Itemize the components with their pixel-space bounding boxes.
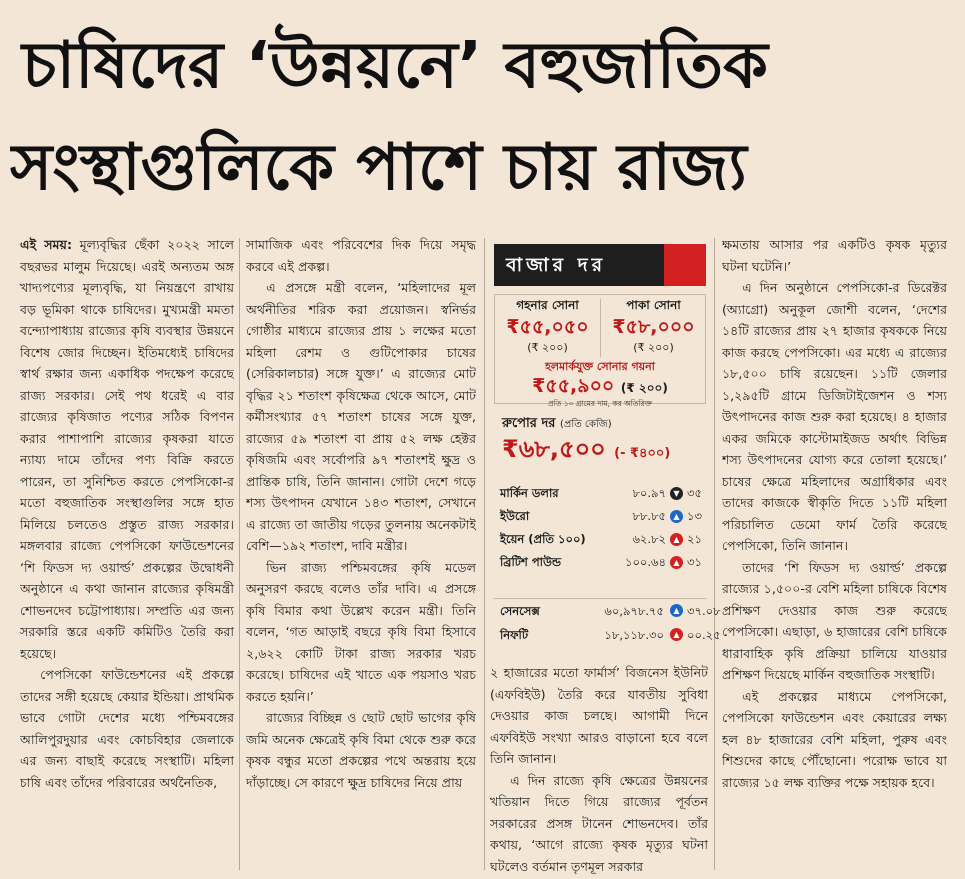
currency-change: ১৩ (687, 509, 702, 523)
down-arrow-icon: ▼ (670, 487, 683, 500)
ornament-gold-change: (₹ ২০০) (527, 341, 568, 354)
currency-name: ইউরো (500, 509, 530, 523)
index-name: নিফটি (500, 628, 529, 642)
index-name: সেনসেক্স (500, 604, 540, 618)
currency-row (494, 505, 706, 528)
pure-gold-change: (₹ ২০০) (633, 341, 674, 354)
currency-name: ব্রিটিশ পাউন্ড (500, 555, 562, 569)
currency-change: ৩৫ (687, 486, 702, 500)
paragraph: এ দিন অনুষ্ঠানে পেপসিকো-র ডিরেক্টর (অ্যাগ্রো) অনুকূল জোশী বলেন, ‘দেশের ১৪টি রাজ্যের প্রায় ২৭ হাজার কৃষককে নিয়ে কাজ করছে পেপসিকো। এর মধ্যে এ রাজ্যের ১৮,৫০০ চাষি রয়েছেন। ১১টি জেলার ১,২৯৫টি গ্রামে ডিজিটাইজেশন ও শস্য উৎপাদনের কাজ শুরু করা হয়েছে। ৪ হাজার একর জমিকে কাস্টোমাইজড অর্থাৎ বিভিন্ন শস্য উৎপাদনের যোগ্য করে তোলা হয়েছে।’ চাষের ক্ষেত্রে মহিলাদের অগ্রাধিকার এবং তাদের কাজকে স্বীকৃতি দিতে ১১টি মহিলা পরিচালিত ডেমো ফার্ম তৈরি করেছে পেপসিকো, তিনি জানান। (722, 280, 947, 553)
paragraph: মূল্যবৃদ্ধির ছেঁকা ২০২২ সালে বছরভর মালুম দিয়েছে। এরই অন্যতম অঙ্গ খাদ্যপণ্যের মূল্যবৃদ্ধি, যা নিয়ন্ত্রণে রাখায় বড় ভূমিকা থাকে চাষিদের। মুখ্যমন্ত্রী মমতা বন্দ্যোপাধ্যায় রাজ্যের কৃষি ব্যবস্থার উন্নয়নে বিশেষ জোর দিচ্ছেন। ইতিমধ্যেই চাষিদের স্বার্থ রক্ষার জন্য একাধিক পদক্ষেপ করেছে রাজ্য সরকার। সেই পথ ধরেই এ বার রাজ্যের কৃষিজাত পণ্যের সঠিক বিপণন করার পাশাপাশি রাজ্যের কৃষকরা যাতে ন্যায্য দামে তাঁদের পণ্য বিক্রি করতে পারেন, তা সুনিশ্চিত করতে পেপসিকো-র মতো বহুজাতিক সংস্থাগুলির সঙ্গে হাত মিলিয়ে চলতেও প্রস্তুত রাজ্য সরকার। মঙ্গলবার রাজ্যে পেপসিকো ফাউন্ডেশনের ‘শি ফিডস দ্য ওয়ার্ল্ড’ প্রকল্পের উদ্বোধনী অনুষ্ঠানে এ কথা জানান রাজ্যের কৃষিমন্ত্রী শোভনদেব চট্টোপাধ্যায়। সম্প্রতি এর জন্য সরকারি স্তরে একটি কমিটিও তৈরি করা হয়েছে। (20, 237, 234, 661)
article-column-3 (490, 662, 708, 874)
gold-rates (494, 294, 706, 408)
hallmark-gold-change: (₹ ২০০) (620, 381, 668, 395)
article-column-4 (722, 234, 947, 874)
paragraph: ভিন রাজ্য পশ্চিমবঙ্গের কৃষি মডেল অনুসরণ করছে বলেও তাঁর দাবি। এ প্রসঙ্গে কৃষি বিমার কথা উল্লেখ করেন মন্ত্রী। তিনি বলেন, ‘গত আড়াই বছরে কৃষি বিমা হিসাবে ২,৬২২ কোটি টাকা রাজ্য সরকার খরচ করেছে। চাষিদের এই খাতে এক পয়সাও খরচ করতে হয়নি।’ (246, 559, 476, 704)
hallmark-gold-value: ₹৫৫,৯০০ (532, 375, 615, 397)
headline-line-1: চাষিদের ‘উন্নয়নে’ বহুজাতিক (22, 29, 768, 103)
paragraph: এ দিন রাজ্যে কৃষি ক্ষেত্রের উন্নয়নের খতিয়ান দিতে গিয়ে রাজ্যের পূর্বতন সরকারের প্রসঙ্গ টানেন শোভনদেব। তাঁর কথায়, ‘আগে রাজ্যে কৃষক মৃত্যুর ঘটনা ঘটলেও বর্তমান তৃণমূল সরকার (490, 772, 708, 874)
byline: এই সময়: (20, 237, 72, 252)
paragraph: রাজ্যের বিচ্ছিন্ন ও ছোট ছোট ভাগের কৃষি জমি অনেক ক্ষেত্রেই কৃষি বিমা থেকে শুরু করে কৃষক বন্ধুর মতো প্রকল্পের পথে অন্তরায় হয়ে দাঁড়াচ্ছে। সে কারণে ক্ষুদ্র চাষিদের নিয়ে প্রায় (246, 710, 476, 790)
silver-unit: (প্রতি কেজি) (559, 419, 612, 430)
market-rates-title: বাজার দর (506, 254, 607, 276)
stock-indices (494, 598, 721, 647)
paragraph: তাদের ‘শি ফিডস দ্য ওয়ার্ল্ড’ প্রকল্পে রাজ্যের ১,৫০০-র বেশি মহিলা চাষিকে বিশেষ প্রশিক্ষণ দেওয়ার কাজ শুরু করেছে পেপসিকো। এছাড়া, ৬ হাজারের বেশি চাষিকে ধারাবাহিক কৃষি প্রক্রিয়া চালিয়ে যাওয়ার প্রশিক্ষণ দিয়েছে মার্কিন বহুজাতিক সংস্থাটি। (722, 559, 947, 682)
up-arrow-icon: ▲ (670, 628, 683, 641)
currency-row (494, 551, 706, 574)
index-row (494, 599, 721, 623)
up-arrow-icon: ▲ (670, 510, 683, 523)
paragraph: ২ হাজারের মতো ফার্মার্স’ বিজনেস ইউনিট (এফবিইউ) তৈরি করে যাবতীয় সুবিধা দেওয়ার কাজ চলছে। আগামী দিনে এফবিইউ সংখ্যা আরও বাড়ানো হবে বলে তিনি জানান। (490, 665, 708, 766)
currency-name: ইয়েন (প্রতি ১০০) (500, 532, 586, 546)
currency-rate: ১০০.৬৪ (624, 555, 666, 569)
ornament-gold-value: ₹৫৫,০৫০ (506, 316, 589, 338)
up-arrow-icon: ▲ (670, 556, 683, 569)
market-rates-box (494, 244, 721, 648)
index-value: ১৮,১১৮.৩০ (604, 628, 664, 642)
silver-change: (- ₹৪০০) (614, 446, 671, 461)
pure-gold-value: ₹৫৮,০০০ (612, 316, 695, 338)
currency-name: মার্কিন ডলার (500, 486, 559, 500)
currency-row (494, 482, 706, 505)
paragraph: পেপসিকো ফাউন্ডেশনের এই প্রকল্পে তাদের সঙ্গী হয়েছে কেয়ার ইন্ডিয়া। প্রাথমিক ভাবে গোটা দেশের মধ্যে পশ্চিমবঙ্গের আলিপুরদুয়ার এবং কোচবিহার জেলাকে এর জন্য বাছাই করেছে সংস্থাটি। মহিলা চাষি এবং তাঁদের পরিবারের অর্থনৈতিক, (20, 667, 234, 790)
ornament-gold-label: গহনার সোনা (516, 298, 579, 312)
hallmark-gold (495, 359, 705, 409)
article-column-1 (20, 234, 234, 874)
market-rates-header (494, 244, 706, 286)
pure-gold-label: পাকা সোনা (626, 298, 681, 312)
currency-change: ৩১ (687, 555, 702, 569)
index-change: ৩৭.০৮ (687, 604, 721, 618)
headline-line-2: সংস্থাগুলিকে পাশে চায় রাজ্য (10, 131, 747, 205)
column-rule (714, 238, 715, 870)
ornament-gold (495, 295, 600, 361)
paragraph: সামাজিক এবং পরিবেশের দিক দিয়ে সমৃদ্ধ করবে এই প্রকল্প। (246, 237, 476, 274)
hallmark-gold-label: হলমার্কযুক্ত সোনার গয়না (545, 360, 655, 373)
pure-gold (601, 295, 706, 361)
column-rule (239, 238, 240, 870)
up-arrow-icon: ▲ (670, 604, 683, 617)
silver-value: ₹৬৮,৫০০ (502, 435, 606, 463)
paragraph: এই প্রকল্পের মাধ্যমে পেপসিকো, পেপসিকো ফাউন্ডেশন এবং কেয়ারের লক্ষ্য হল ৪৮ হাজারের বেশি মহিলা, পুরুষ এবং শিশুদের কাছে পৌঁছোনো। পরোক্ষ ভাবে যা রাজ্যের ১৫ লক্ষ ব্যক্তির পক্ষে সহায়ক হবে। (722, 688, 947, 790)
currency-change: ২১ (687, 532, 702, 546)
index-value: ৬০,৯৭৮.৭৫ (604, 604, 664, 618)
index-row (494, 623, 721, 647)
hallmark-note: প্রতি ১০ গ্রামের দাম, কর অতিরিক্ত (548, 399, 652, 408)
article-column-2 (246, 234, 476, 874)
paragraph: এ প্রসঙ্গে মন্ত্রী বলেন, ‘মহিলাদের মূল অর্থনীতির শরিক করা প্রয়োজন। স্বনির্ভর গোষ্ঠীর মাধ্যমে রাজ্যের প্রায় ১ লক্ষের মতো মহিলা রেশম ও গুটিপোকার চাষের (সেরিকালচার) সঙ্গে যুক্ত।’ এ রাজ্যের মোট বৃদ্ধির ২১ শতাংশ কৃষিক্ষেত্র থেকে আসে, মোট কর্মীসংখ্যার ৫৭ শতাংশ চাষের সঙ্গে যুক্ত, রাজ্যের ৫৯ শতাংশ বা প্রায় ৫২ লক্ষ হেক্টর কৃষিজমি এবং সর্বোপরি ৯৭ শতাংশই ক্ষুদ্র ও প্রান্তিক চাষি, তিনি জানান। গোটা দেশে গড়ে শস্য উৎপাদন যেখানে ১৪৩ শতাংশ, সেখানে এ রাজ্যে তা জাতীয় গড়ের তুলনায় অনেকটাই বেশি—১৯২ শতাংশ, দাবি মন্ত্রীর। (246, 280, 476, 553)
currency-rate: ৮০.৯৭ (632, 486, 666, 500)
currency-rate: ৮৮.৮৫ (632, 509, 666, 523)
silver-label: রুপোর দর (502, 416, 556, 431)
up-arrow-icon: ▲ (670, 533, 683, 546)
column-rule (484, 238, 485, 870)
currency-rate: ৬২.৮২ (632, 532, 666, 546)
silver-rate (494, 414, 706, 480)
currency-rates (494, 482, 706, 574)
paragraph: ক্ষমতায় আসার পর একটিও কৃষক মৃত্যুর ঘটনা ঘটেনি।’ (722, 237, 947, 274)
currency-row (494, 528, 706, 551)
index-change: ০০.২৫ (687, 628, 721, 642)
header-accent (664, 244, 706, 286)
